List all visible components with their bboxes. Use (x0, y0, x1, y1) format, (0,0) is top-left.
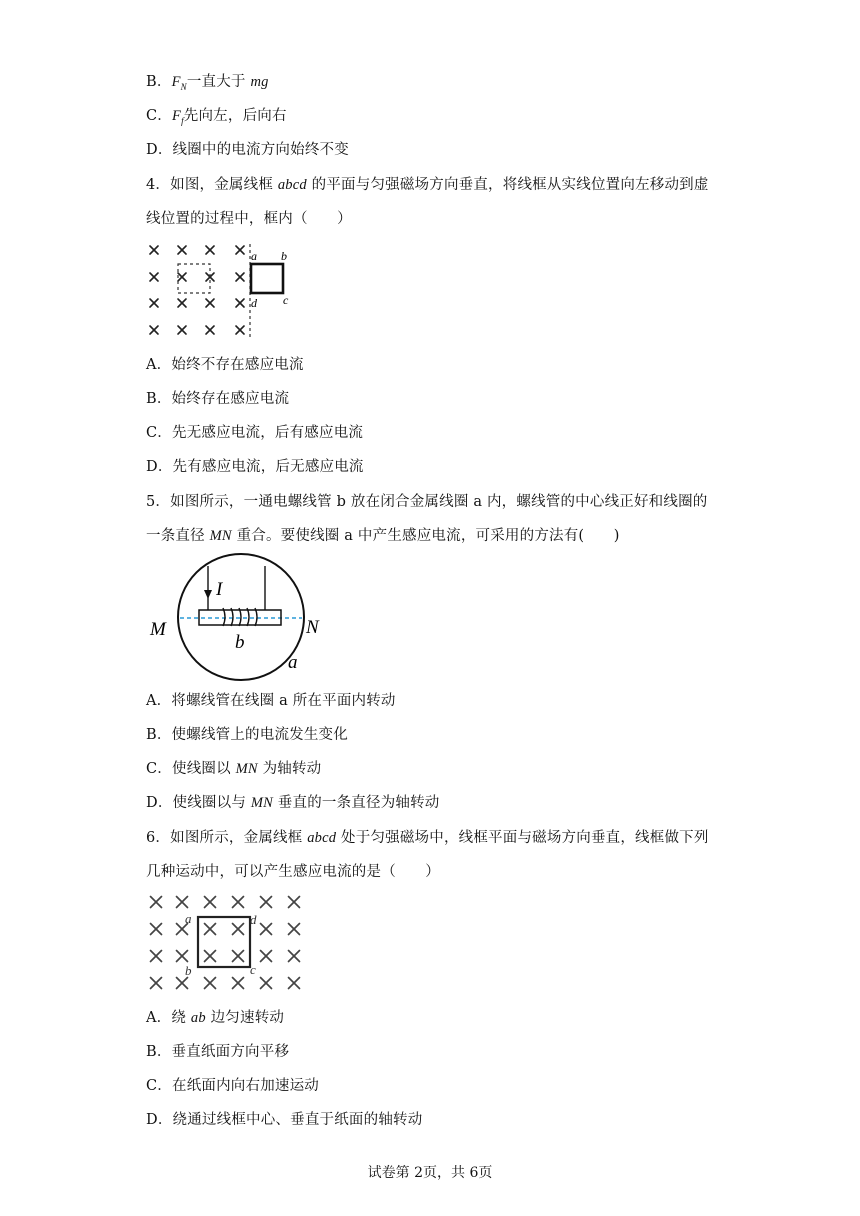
q3-option-d: D．线圈中的电流方向始终不变 (146, 142, 349, 158)
option-text: 先向左，后向右 (183, 108, 287, 124)
q4-option-a: A．始终不存在感应电流 (146, 357, 304, 373)
q4-field-crosses (150, 246, 244, 334)
page-footer: 试卷第 2页，共 6页 (367, 1165, 493, 1181)
q5-option-b: B．使螺线管上的电流发生变化 (146, 727, 348, 743)
label-a: a (251, 249, 257, 263)
abcd-var: abcd (277, 177, 307, 193)
ab-var: ab (190, 1010, 206, 1026)
q6-option-c: C．在纸面内向右加速运动 (146, 1078, 319, 1094)
label-b: b (281, 249, 287, 263)
label-d: d (250, 912, 257, 927)
mn-var: MN (209, 528, 232, 544)
q3-option-c (146, 106, 287, 131)
friction-symbol: $F_f$ (172, 108, 184, 126)
q5-figure (144, 550, 344, 684)
mg-symbol: mg (250, 74, 269, 90)
label-a: a (185, 911, 192, 926)
q3-option-b (146, 72, 269, 97)
label-n: N (306, 617, 319, 638)
force-symbol: $F_N$ (171, 74, 187, 92)
label-b: b (235, 632, 245, 653)
q5-option-d: D．使线圈以与 MN 垂直的一条直径为轴转动 (146, 795, 440, 811)
label-c: c (283, 293, 289, 307)
label-a: a (288, 652, 298, 673)
q6-field-crosses (151, 897, 300, 989)
mn-var: MN (235, 761, 258, 777)
abcd-var: abcd (307, 830, 337, 846)
q6-stem-line2: 几种运动中，可以产生感应电流的是（ ） (146, 864, 440, 880)
label-m: M (150, 619, 166, 640)
q6-stem-line1: 6．如图所示，金属线框 abcd 处于匀强磁场中，线框平面与磁场方向垂直，线框做下列 (146, 830, 709, 846)
q5-option-a: A．将螺线管在线圈 a 所在平面内转动 (146, 693, 396, 709)
label-c: c (250, 962, 256, 977)
option-prefix: C． (146, 108, 172, 124)
q4-stem-line2: 线位置的过程中，框内（ ） (146, 211, 352, 227)
option-prefix: B． (146, 74, 172, 90)
q6-option-b: B．垂直纸面方向平移 (146, 1044, 290, 1060)
mn-var: MN (250, 795, 273, 811)
q4-stem-line1: 4．如图，金属线框 abcd 的平面与匀强磁场方向垂直，将线框从实线位置向左移动到虚 (146, 177, 709, 193)
label-d: d (251, 296, 257, 310)
q4-option-c: C．先无感应电流，后有感应电流 (146, 425, 364, 441)
label-i: I (216, 579, 223, 600)
q6-option-a: A．绕 ab 边匀速转动 (146, 1010, 285, 1026)
q6-option-d: D．绕通过线框中心、垂直于纸面的轴转动 (146, 1112, 423, 1128)
q5-stem-line1: 5．如图所示，一通电螺线管 b 放在闭合金属线圈 a 内，螺线管的中心线正好和线圈的 (146, 494, 708, 510)
q6-figure (144, 890, 308, 998)
q4-option-b: B．始终存在感应电流 (146, 391, 290, 407)
option-text: 一直大于 (186, 74, 251, 90)
solid-frame (251, 264, 283, 293)
q5-stem-line2: 一条直径 MN 重合。要使线圈 a 中产生感应电流，可采用的方法有( ) (146, 528, 620, 544)
q5-option-c: C．使线圈以 MN 为轴转动 (146, 761, 322, 777)
label-b: b (185, 963, 192, 978)
q4-figure (144, 240, 304, 342)
q4-option-d: D．先有感应电流，后无感应电流 (146, 459, 364, 475)
current-arrow (204, 590, 212, 599)
